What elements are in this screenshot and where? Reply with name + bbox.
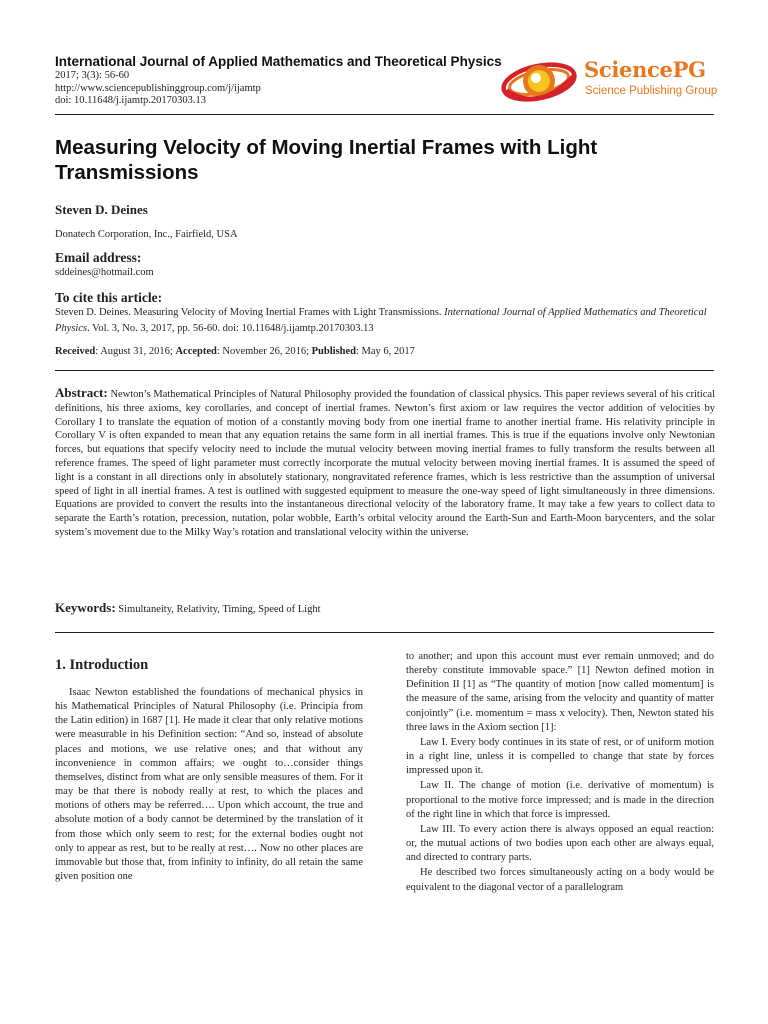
body-right-column — [406, 650, 714, 895]
journal-doi: doi: 10.11648/j.ijamtp.20170303.13 — [55, 95, 206, 106]
body-left-column — [55, 656, 363, 884]
journal-url[interactable]: http://www.sciencepublishinggroup.com/j/ijamtp — [55, 82, 261, 94]
accepted-date: : November 26, 2016; — [216, 346, 312, 357]
received-date: : August 31, 2016; — [95, 346, 176, 357]
abstract-text: Newton’s Mathematical Principles of Natural Philosophy provided the foundation of classical physics. This paper reviews several of his critical definitions, his three axioms, key corollaries, and concept of inertial frames. Newton’s first axiom or law requires the vector addition of velocities by Corollary I to translate the equation of motion of a constantly moving body from one inertial frame to another inertial frame. His relativity principle in Corollary V is often expanded to mean that any equation retains the same form in all inertial frames. This is true if the equations involve only Newtonian forces, but equations that specify velocity need to include the mutual velocity between moving inertial frames to fully transform the results between all reference frames. The speed of light parameter must correctly incorporate the mutual velocity between moving inertial frames. It is assumed the speed of light is a constant in all directions only in absolutely stationary, nongravitated reference frames, which is less restrictive than the assumption of universal speed of light in all inertial frames. A test is outlined with suggested equipment to measure the one-way speed of light simultaneously in three dimensions. Equations are provided to convert the results into the instantaneous directional velocity of the laboratory frame. It may take a few years to collect data to separate the Earth’s rotation, precession, nutation, polar wobble, Earth’s orbital velocity around the Earth-Sun and Earth-Moon barycenters, and the solar system’s movement due to the Milky Way’s rotation and translational velocity within the universe. — [55, 389, 716, 538]
keywords — [55, 600, 321, 616]
paper-title: Measuring Velocity of Moving Inertial Frames with Light Transmissions — [55, 136, 598, 184]
abstract — [55, 386, 715, 540]
abstract-bottom-divider — [55, 632, 714, 633]
email-heading: Email address: — [55, 250, 142, 265]
received-label: Received — [55, 346, 96, 357]
journal-volume: 2017; 3(3): 56-60 — [55, 70, 130, 81]
cite-heading: To cite this article: — [55, 290, 163, 305]
parallelogram-paragraph: He described two forces simultaneously acting on a body would be equivalent to the diagonal vector of a parallelogram — [406, 867, 714, 893]
logo-name: SciencePG — [584, 57, 706, 82]
sciencepg-logo — [499, 52, 719, 108]
citation-rest: . Vol. 3, No. 3, 2017, pp. 56-60. doi: 10.11648/j.ijamtp.20170303.13 — [87, 322, 374, 334]
author-affiliation: Donatech Corporation, Inc., Fairfield, USA — [55, 229, 238, 240]
newton-law-2: Law II. The change of motion (i.e. derivative of momentum) is proportional to the motive force impressed; and is made in the direction of the right line in which that force is impressed. — [406, 780, 714, 820]
newton-law-1: Law I. Every body continues in its state of rest, or of uniform motion in a right line, unless it is compelled to change that state by forces impressed upon it. — [406, 736, 714, 777]
accepted-label: Accepted — [175, 346, 217, 357]
newton-law-3: Law III. To every action there is always opposed an equal reaction: or, the mutual actions of two bodies upon each other are always equal, and directed to contrary parts. — [406, 823, 714, 864]
citation-journal: International Journal of Applied Mathematics and Theoretical Physics — [55, 307, 707, 334]
intro-paragraph-continued: to another; and upon this account must ever remain unmoved; and do thereby constitute immovable space.” [1] Newton defined motion in Definition II [1] as “The quantity of motion [now called momentum] is the measure of the same, arising from the velocity and quantity of matter conjointly” (i.e. momentum = mass x velocity). Then, Newton stated his three laws in the Axiom section [1]: — [406, 651, 714, 733]
header-divider — [55, 114, 714, 115]
sciencepg-globe-icon — [499, 52, 579, 108]
logo-subtitle: Science Publishing Group — [585, 85, 718, 97]
published-label: Published — [311, 346, 356, 357]
keywords-label: Keywords: — [55, 600, 116, 615]
citation — [55, 305, 715, 336]
abstract-label: Abstract: — [55, 385, 108, 400]
article-dates — [55, 346, 415, 357]
author-name: Steven D. Deines — [55, 202, 148, 217]
intro-paragraph: Isaac Newton established the foundations of mechanical physics in his Mathematical Principles of Natural Philosophy (i.e. Principia from the Latin edition) in 1687 [1]. He made it clear that only relative motions were measurable in his Definition section: “And so, instead of absolute places and motions, we use relative ones; and that without any inconvenience in common affairs; we ought to…consider things themselves, distinct from what are only sensible measures of them. For it may be that there is nobody really at rest, to which the places and motions of others may be referred…. Upon which account, the true and absolute motion of a body cannot be determined by the translation of it from those which only seem to rest; for the external bodies ought not only to appear as rest, but to be really at rest…. Now no other places are immovable but those that, from infinity to infinity, do all retain the same given position one — [55, 687, 363, 883]
keywords-text: Simultaneity, Relativity, Timing, Speed of Light — [118, 604, 321, 615]
abstract-top-divider — [55, 370, 714, 371]
citation-plain: Steven D. Deines. Measuring Velocity of Moving Inertial Frames with Light Transmissions. — [55, 307, 445, 318]
published-date: : May 6, 2017 — [356, 346, 415, 357]
intro-heading: 1. Introduction — [55, 657, 149, 673]
author-email[interactable]: sddeines@hotmail.com — [55, 267, 154, 278]
journal-name: International Journal of Applied Mathematics and Theoretical Physics — [55, 54, 502, 69]
